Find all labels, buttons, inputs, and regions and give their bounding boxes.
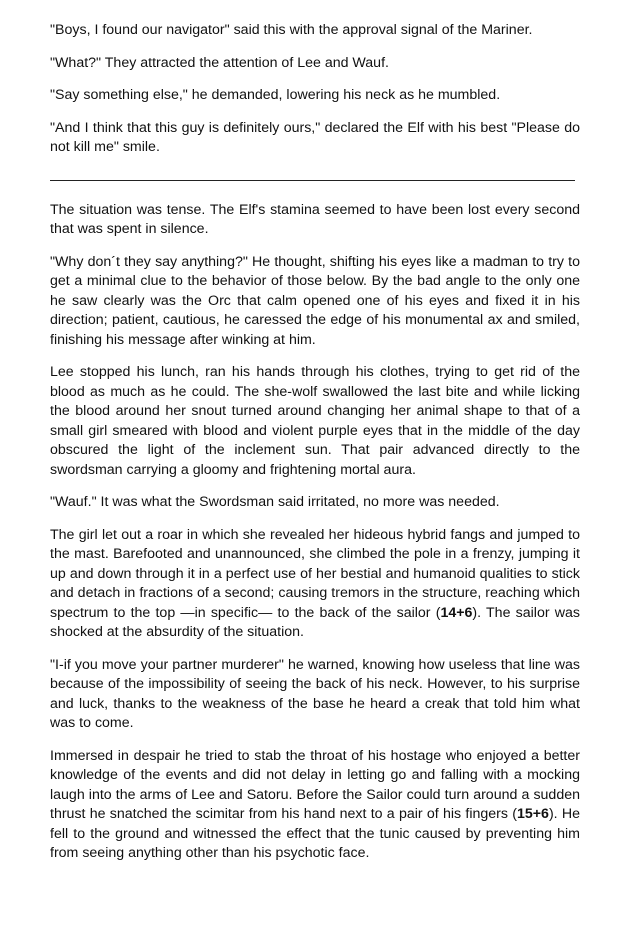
paragraph-girl-roar [50,526,580,643]
document-page [50,21,580,877]
paragraph-what: "What?" They attracted the attention of Lee and Wauf. [50,54,389,71]
paragraph-elf-smile: "And I think that this guy is definitely ours," declared the Elf with his best "Please do not kill me" smile. [50,119,580,155]
paragraph-partner-murderer: "I-if you move your partner murderer" he warned, knowing how useless that line was because of the impossibility of seeing the back of his neck. However, to his surprise and luck, thanks to the weakness of the base he heard a creak that told him what was to come. [50,656,580,731]
paragraph-wauf: "Wauf." It was what the Swordsman said irritated, no more was needed. [50,494,500,510]
paragraph-say-something: "Say something else," he demanded, lowering his neck as he mumbled. [50,87,501,103]
paragraph-immersed-text-before: Immersed in despair he tried to stab the throat of his hostage who enjoyed a better knowledge of the events and did not delay in letting go and falling with a mocking laugh into the arms of Lee and Satoru. Before the Sailor could turn around a sudden thrust he snatched the scimitar from his hand next to a pair of his fingers ( [50,747,580,822]
paragraph-why-dont-they: "Why don´t they say anything?" He thought, shifting his eyes like a madman to try to get a minimal clue to the behavior of those below. By the bad angle to the only one he saw clearly was the Orc that calm opened one of his eyes and fixed it in his direction; patient, cautious, he caressed the edge of his monumental ax and smiled, finishing his message after winking at him. [50,253,580,348]
section-divider [50,180,575,181]
paragraph-immersed-despair [50,747,580,864]
paragraph-situation-tense: The situation was tense. The Elf's stamina seemed to have been lost every second that was spent in silence. [50,201,580,237]
dice-roll-value: 15+6 [516,806,549,822]
paragraph-girl-roar-text-before: The girl let out a roar in which she revealed her hideous hybrid fangs and jumped to the mast. Barefooted and unannounced, she climbed the pole in a frenzy, jumping it up and down through it in a perfect use of her bestial and humanoid qualities to stick and detach in fractions of a second; causing tremors in the structure, reaching which spectrum to the top —in specific— to the back of the sailor ( [50,526,580,621]
dice-roll-value: 14+6 [440,604,473,621]
paragraph-navigator: "Boys, I found our navigator" said this with the approval signal of the Mariner. [50,22,533,38]
paragraph-girl-roar-text-after: ). The sailor was shocked at the absurdity of the situation. [50,604,580,640]
paragraph-lee-stopped: Lee stopped his lunch, ran his hands through his clothes, trying to get rid of the blood as much as he could. The she-wolf swallowed the last bite and while licking the blood around her snout turned around changing her animal shape to that of a small girl smeared with blood and violent purple eyes that in the middle of the day obscured the light of the inclement sun. That pair advanced directly to the swordsman carrying a gloomy and frightening mortal aura. [50,364,580,478]
paragraph-immersed-text-after: ). He fell to the ground and witnessed the effect that the tunic caused by preventing him from seeing anything other than his psychotic face. [50,806,581,861]
